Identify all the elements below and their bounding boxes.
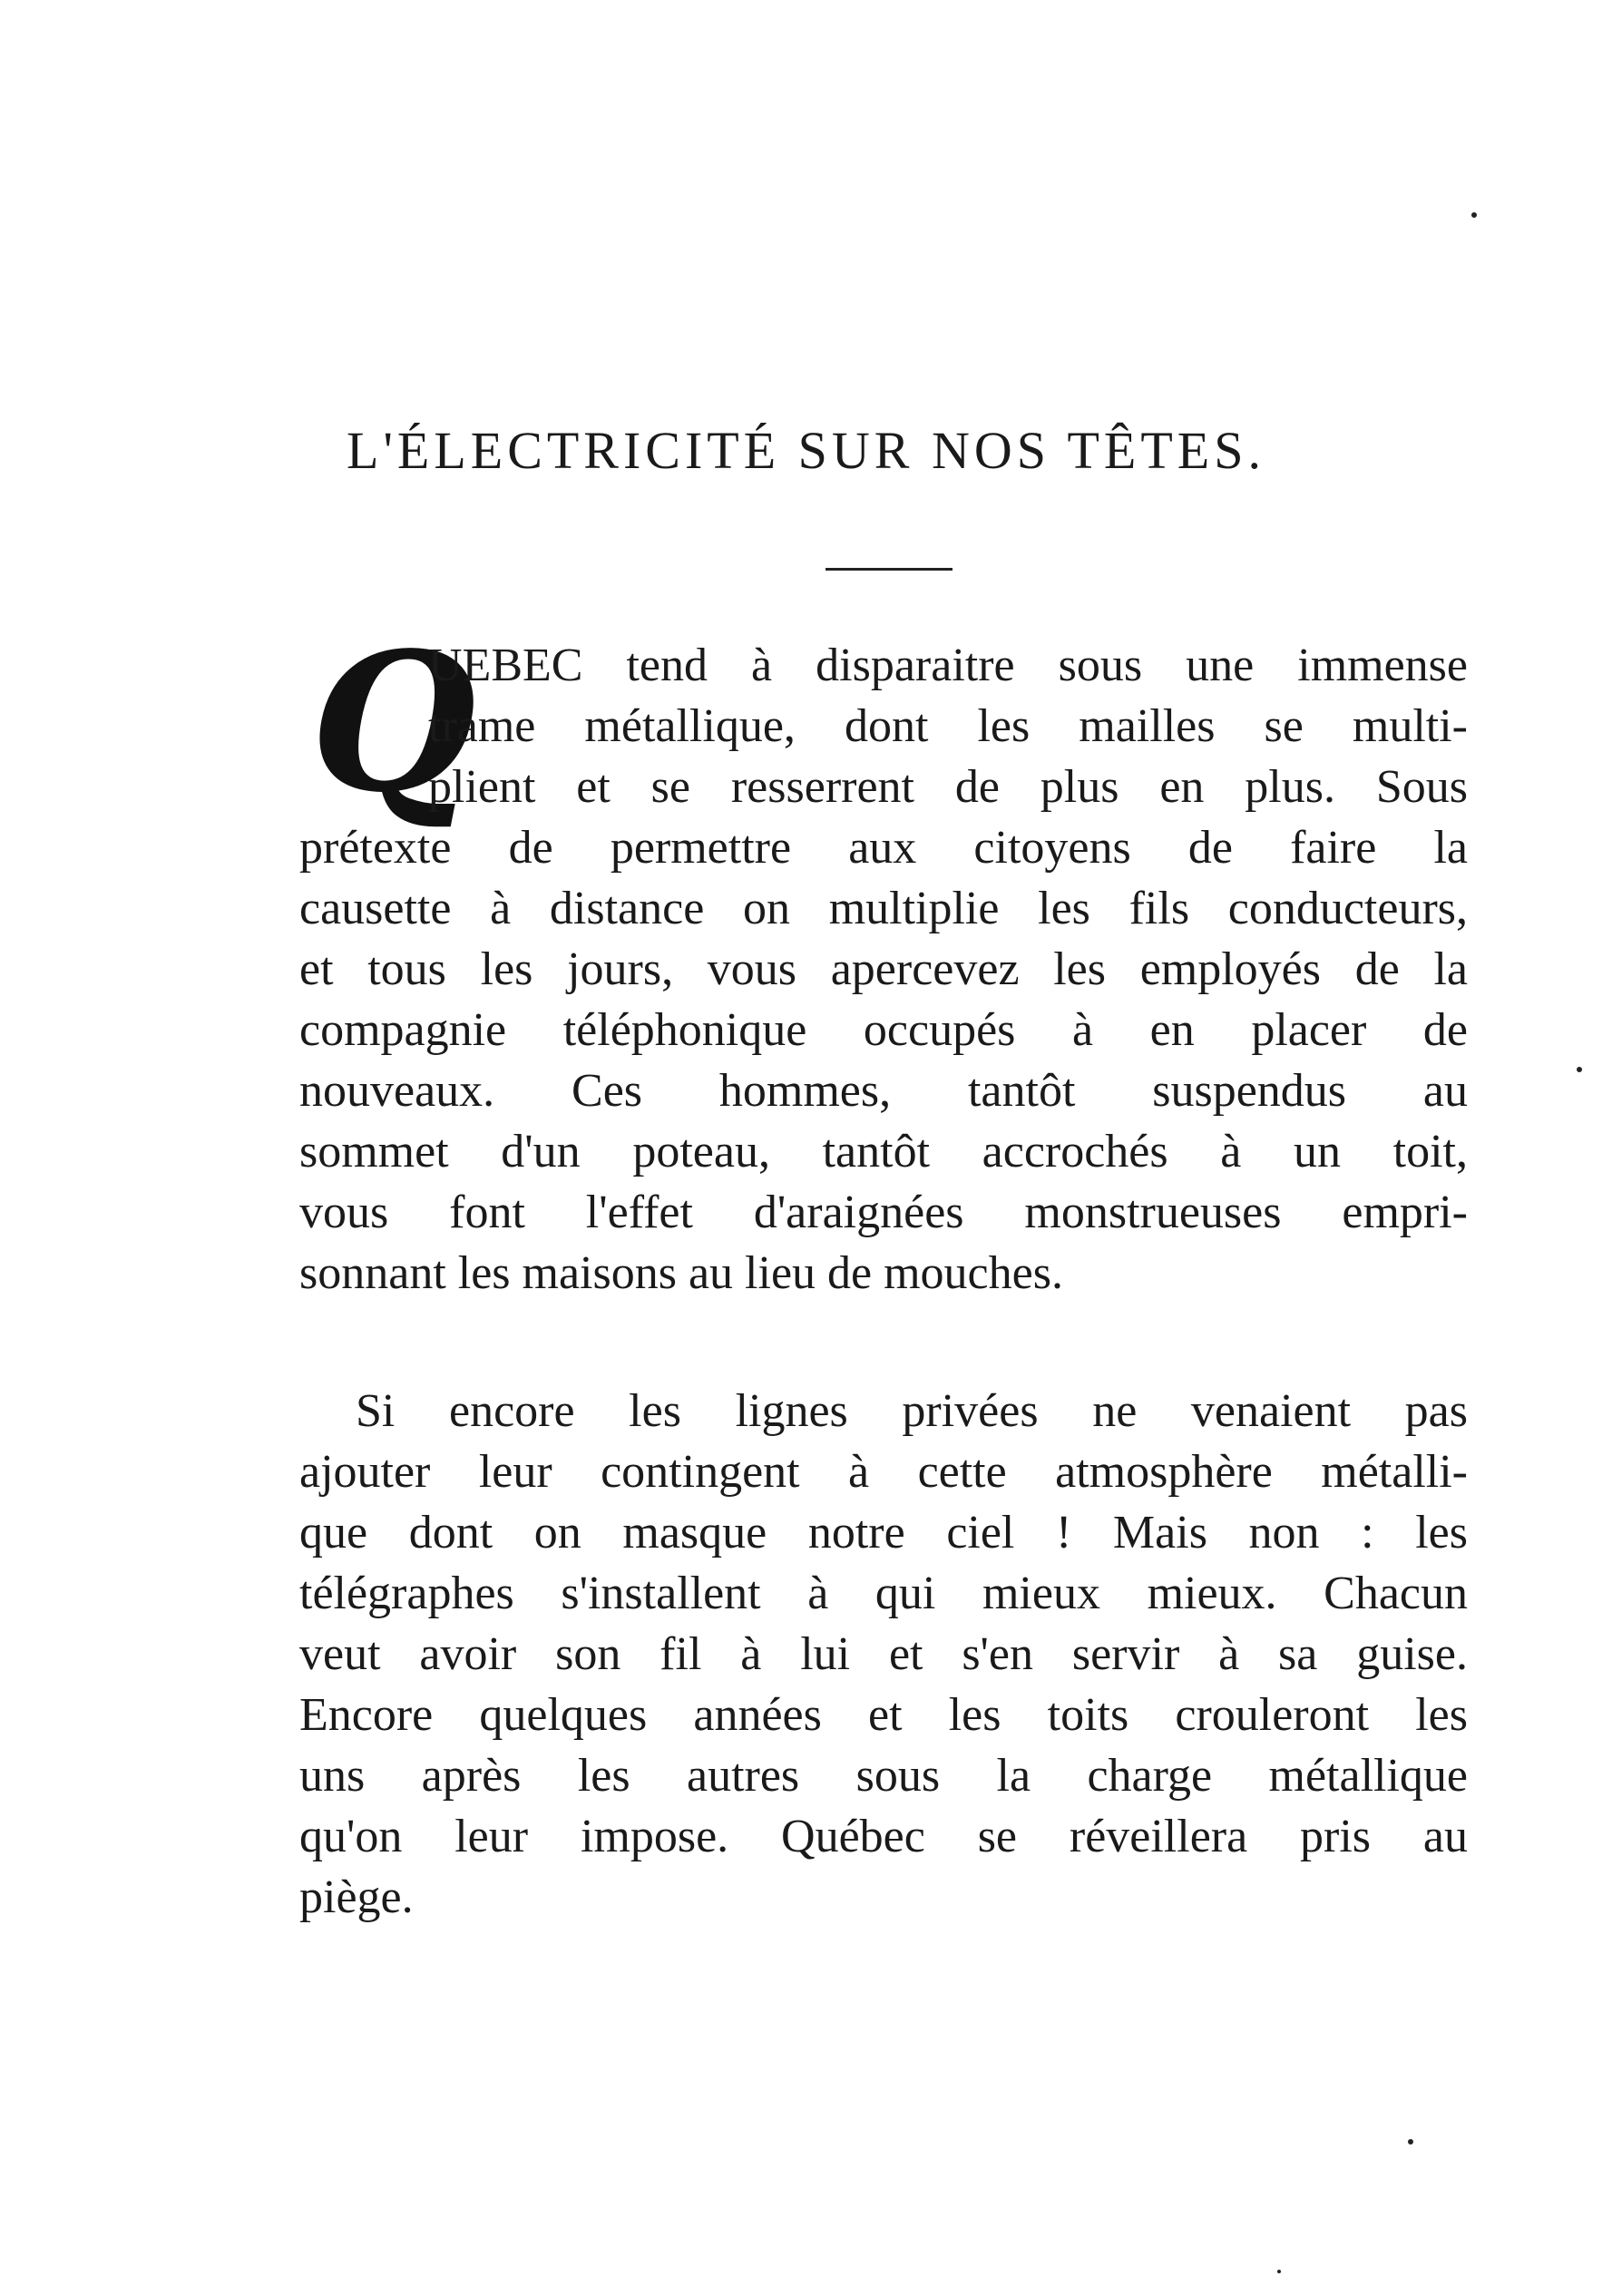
text-line: piège. — [299, 1871, 414, 1923]
paragraph-2 — [299, 1381, 1468, 1928]
text-line: sonnant les maisons au lieu de mouches. — [299, 1247, 1063, 1299]
text-line: qu'on leur impose. Québec se réveillera pris au — [299, 1811, 1468, 1862]
text-line: Si encore les lignes privées ne venaient pas — [356, 1385, 1468, 1437]
ink-speck — [1408, 2139, 1413, 2145]
chapter-title: L'ÉLECTRICITÉ SUR NOS TÊTES. — [347, 421, 1265, 480]
paragraph-1 — [299, 635, 1468, 1304]
text-line: que dont on masque notre ciel ! Mais non : les — [299, 1507, 1468, 1558]
text-line: causette à distance on multiplie les fils conducteurs, — [299, 883, 1468, 934]
title-rule — [826, 568, 953, 571]
dropcap-letter: Q — [310, 611, 476, 835]
text-line: plient et se resserrent de plus en plus. Sous — [428, 761, 1468, 813]
text-line: nouveaux. Ces hommes, tantôt suspendus au — [299, 1065, 1468, 1117]
text-line: veut avoir son fil à lui et s'en servir à sa guise. — [299, 1628, 1468, 1680]
text-line: et tous les jours, vous apercevez les employés de la — [299, 943, 1468, 995]
text-line: sommet d'un poteau, tantôt accrochés à un toit, — [299, 1126, 1468, 1177]
text-line: Encore quelques années et les toits crouleront les — [299, 1689, 1468, 1741]
ink-speck — [1471, 212, 1477, 218]
text-line: uns après les autres sous la charge métallique — [299, 1750, 1468, 1802]
text-line: ajouter leur contingent à cette atmosphère métalli- — [299, 1446, 1468, 1498]
text-line: compagnie téléphonique occupés à en placer de — [299, 1004, 1468, 1056]
text-line: trame métallique, dont les mailles se multi- — [428, 700, 1468, 752]
text-line: vous font l'effet d'araignées monstrueuses empri- — [299, 1187, 1468, 1238]
text-line: télégraphes s'installent à qui mieux mieux. Chacun — [299, 1568, 1468, 1619]
ink-speck — [1577, 1067, 1582, 1072]
ink-speck — [1277, 2270, 1281, 2273]
text-line: prétexte de permettre aux citoyens de faire la — [299, 822, 1468, 874]
text-line: UEBEC tend à disparaitre sous une immense — [428, 640, 1468, 691]
